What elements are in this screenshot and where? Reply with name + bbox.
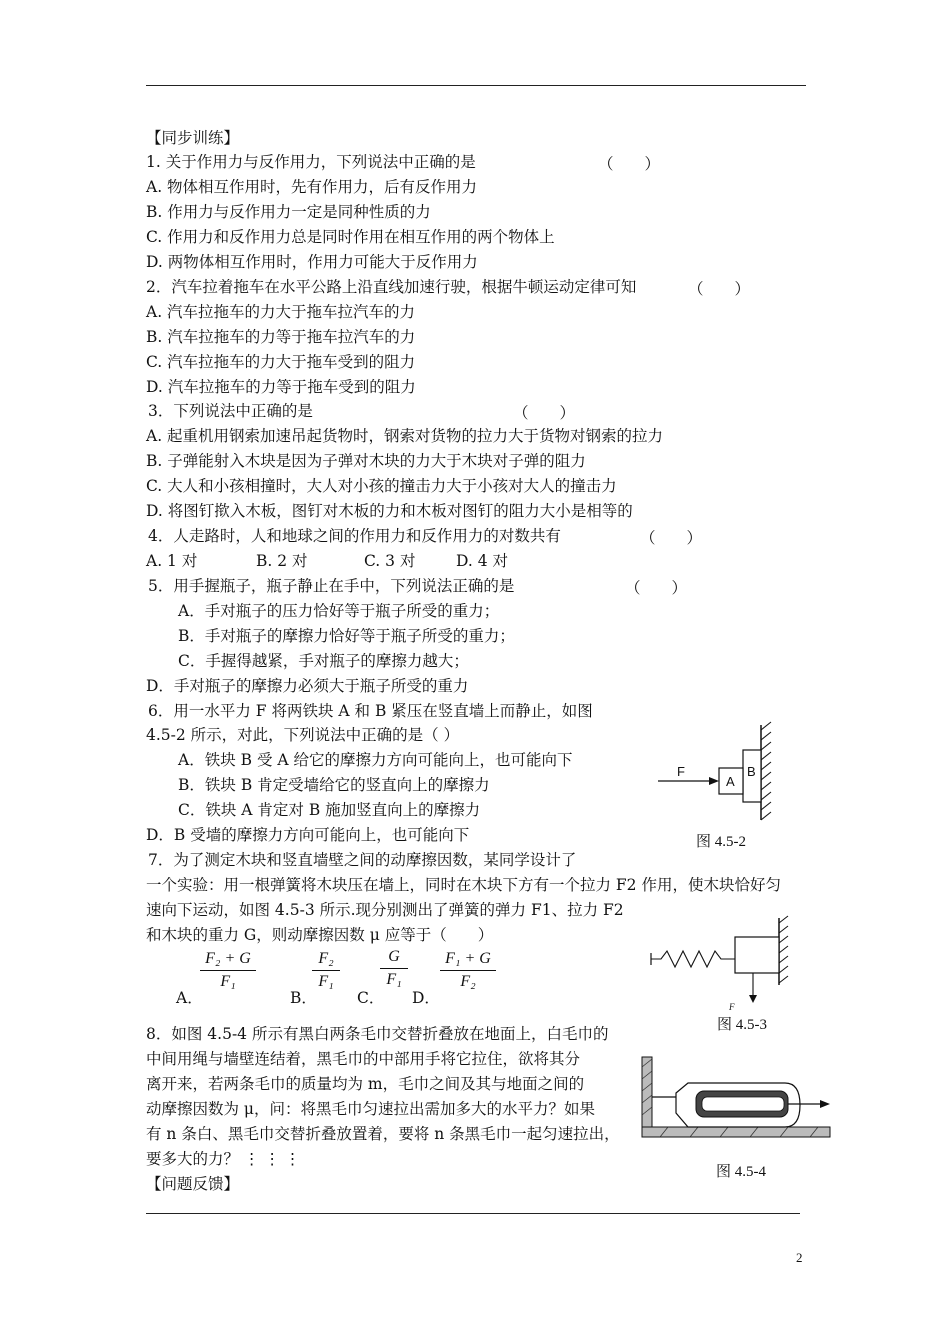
q7-option-d-numerator: F₁ + G (445, 950, 491, 967)
q5-stem: 5．用手握瓶子，瓶子静止在手中，下列说法正确的是 (148, 577, 515, 595)
q7-option-c-denominator: F₁ (386, 971, 402, 988)
figure-4-5-4-caption: 图 4.5-4 (716, 1164, 766, 1180)
q6-option-d: D．B 受墙的摩擦力方向可能向上，也可能向下 (146, 826, 470, 844)
q6-stem-line1: 6．用一水平力 F 将两铁块 A 和 B 紧压在竖直墙上而静止，如图 (148, 702, 593, 720)
q6-option-b: B．铁块 B 肯定受墙给它的竖直向上的摩擦力 (178, 776, 490, 794)
q2-option-c: C. 汽车拉拖车的力大于拖车受到的阻力 (146, 353, 416, 371)
q2-stem: 2．汽车拉着拖车在水平公路上沿直线加速行驶，根据牛顿运动定律可知 (146, 278, 637, 296)
q7-option-a-label: A． (176, 989, 203, 1007)
q7-stem-line1: 7．为了测定木块和竖直墙壁之间的动摩擦因数，某同学设计了 (148, 851, 577, 869)
q4-option-a: A. 1 对 (146, 552, 198, 570)
q7-option-c-fraction (380, 948, 408, 989)
q7-option-b-numerator: F₂ (318, 950, 334, 967)
q3-option-d: D. 将图钉揿入木板，图钉对木板的力和木板对图钉的阻力大小是相等的 (146, 502, 633, 520)
q3-stem: 3．下列说法中正确的是 (148, 402, 313, 420)
q7-option-c-numerator: G (388, 948, 400, 965)
q3-option-b: B. 子弹能射入木块是因为子弹对木块的力大于木块对子弹的阻力 (146, 452, 586, 470)
figure-4-5-2-label-b: B (747, 764, 756, 779)
q1-option-b: B. 作用力与反作用力一定是同种性质的力 (146, 203, 431, 221)
figure-4-5-2-label-f: F (677, 764, 685, 779)
figure-4-5-2 (655, 720, 785, 825)
figure-4-5-2-caption: 图 4.5-2 (696, 834, 746, 850)
q8-line-3: 离开来，若两条毛巾的质量均为 m，毛巾之间及其与地面之间的 (146, 1075, 585, 1093)
q5-option-c: C．手握得越紧，手对瓶子的摩擦力越大； (178, 652, 469, 670)
q7-option-d-denominator: F₂ (460, 973, 476, 990)
q4-answer-paren: （ ） (640, 529, 703, 547)
q7-option-b-label: B． (290, 989, 317, 1007)
q5-option-d: D．手对瓶子的摩擦力必须大于瓶子所受的重力 (146, 677, 469, 695)
figure-4-5-4 (640, 1055, 835, 1145)
q7-option-d-label: D． (412, 989, 440, 1007)
q8-line-4: 动摩擦因数为 μ，问：将黑毛巾匀速拉出需加多大的水平力？如果 (146, 1100, 596, 1118)
q2-option-d: D. 汽车拉拖车的力等于拖车受到的阻力 (146, 378, 416, 396)
q7-stem-line4: 和木块的重力 G，则动摩擦因数 μ 应等于（ ） (146, 926, 494, 944)
q3-option-a: A. 起重机用钢索加速吊起货物时，钢索对货物的拉力大于货物对钢索的拉力 (146, 427, 664, 445)
q2-answer-paren: （ ） (688, 280, 751, 298)
q1-option-c: C. 作用力和反作用力总是同时作用在相互作用的两个物体上 (146, 228, 555, 246)
q4-option-b: B. 2 对 (256, 552, 308, 570)
figure-4-5-3 (645, 915, 790, 1015)
q5-option-b: B．手对瓶子的摩擦力恰好等于瓶子所受的重力； (178, 627, 515, 645)
feedback-title: 【问题反馈】 (146, 1175, 240, 1193)
q7-option-d-fraction (440, 950, 496, 991)
figure-4-5-3-label-f: F (729, 1002, 735, 1012)
q4-option-c: C. 3 对 (364, 552, 416, 570)
q7-option-c-label: C． (357, 989, 385, 1007)
q6-stem-line2: 4.5-2 所示，对此，下列说法中正确的是（ ） (146, 726, 460, 744)
page-number: 2 (796, 1250, 803, 1265)
q1-option-a: A. 物体相互作用时，先有作用力，后有反作用力 (146, 178, 478, 196)
q1-answer-paren: （ ） (598, 155, 661, 173)
q4-stem: 4．人走路时，人和地球之间的作用力和反作用力的对数共有 (148, 527, 561, 545)
feedback-answer-line (146, 1213, 800, 1214)
q7-option-b-fraction (312, 950, 340, 991)
q7-stem-line3: 速向下运动，如图 4.5-3 所示.现分别测出了弹簧的弹力 F1、拉力 F2 (146, 901, 624, 919)
q6-option-c: C．铁块 A 肯定对 B 施加竖直向上的摩擦力 (178, 801, 481, 819)
q2-option-a: A. 汽车拉拖车的力大于拖车拉汽车的力 (146, 303, 416, 321)
q5-option-a: A．手对瓶子的压力恰好等于瓶子所受的重力； (178, 602, 500, 620)
q6-option-a: A．铁块 B 受 A 给它的摩擦力方向可能向上，也可能向下 (178, 751, 573, 769)
q3-option-c: C. 大人和小孩相撞时，大人对小孩的撞击力大于小孩对大人的撞击力 (146, 477, 617, 495)
q8-line-2: 中间用绳与墙壁连结着，黑毛巾的中部用手将它拉住，欲将其分 (146, 1050, 581, 1068)
q1-stem: 1. 关于作用力与反作用力，下列说法中正确的是 (146, 153, 476, 171)
q8-line-5: 有 n 条白、黑毛巾交替折叠放置着，要将 n 条黑毛巾一起匀速拉出， (146, 1125, 620, 1143)
header-rule (146, 85, 806, 86)
figure-4-5-3-caption: 图 4.5-3 (717, 1017, 767, 1033)
q1-option-d: D. 两物体相互作用时，作用力可能大于反作用力 (146, 253, 478, 271)
q7-option-a-denominator: F₁ (220, 973, 236, 990)
q3-answer-paren: （ ） (513, 404, 576, 422)
q7-option-b-denominator: F₁ (318, 973, 334, 990)
q8-line-1: 8．如图 4.5-4 所示有黑白两条毛巾交替折叠放在地面上，白毛巾的 (146, 1025, 609, 1043)
q2-option-b: B. 汽车拉拖车的力等于拖车拉汽车的力 (146, 328, 416, 346)
q8-line-6: 要多大的力？ ⋮ ⋮ ⋮ (146, 1150, 301, 1168)
q5-answer-paren: （ ） (625, 579, 688, 597)
q7-stem-line2: 一个实验：用一根弹簧将木块压在墙上，同时在木块下方有一个拉力 F2 作用，使木块恰好匀 (146, 876, 781, 894)
section-title: 【同步训练】 (146, 129, 240, 147)
q7-option-a-fraction (200, 950, 256, 991)
q4-option-d: D. 4 对 (456, 552, 509, 570)
figure-4-5-2-label-a: A (726, 774, 735, 789)
q7-option-a-numerator: F₂ + G (205, 950, 251, 967)
